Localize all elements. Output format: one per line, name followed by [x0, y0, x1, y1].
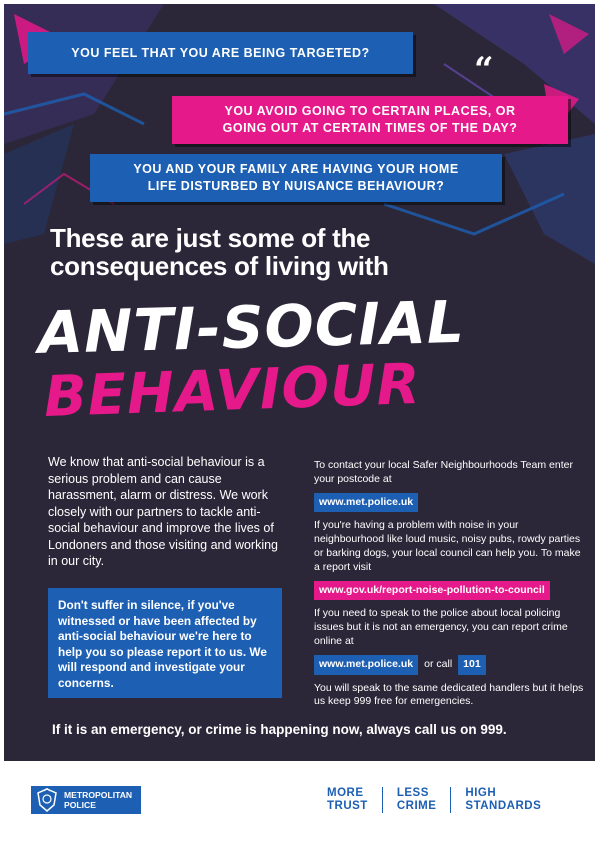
slogan-row [327, 787, 555, 813]
or-call-text: or call [424, 657, 453, 670]
metropolitan-police-logo [31, 786, 141, 814]
contact-paragraph-4: You will speak to the same dedicated handlers but it helps us keep 999 free for emergencies. [314, 681, 584, 708]
question-banner-avoid-places: YOU AVOID GOING TO CERTAIN PLACES, OR GOING OUT AT CERTAIN TIMES OF THE DAY? [172, 96, 568, 144]
poster [4, 4, 595, 761]
intro-paragraph: We know that anti-social behaviour is a serious problem and can cause harassment, alarm or distress. We work closely with our partners to tackle anti-social behaviour and improve the lives of Londoners and those visiting and working in our city. [48, 455, 279, 568]
contact-paragraph-1: To contact your local Safer Neighbourhoods Team enter your postcode at [314, 459, 573, 485]
phone-101[interactable]: 101 [458, 655, 486, 675]
report-callout: Don't suffer in silence, if you've witnessed or have been affected by anti-social behaviour we're here to help you so please report it to us. We will respond and investigate your concerns. [48, 588, 282, 698]
contact-paragraph-2: If you're having a problem with noise in your neighbourhood like loud music, noisy pubs, rowdy parties or barking dogs, your local council can help you. To make a report visit [314, 519, 581, 573]
slogan-less-crime: LESS CRIME [382, 787, 451, 813]
police-crest-icon [34, 787, 60, 813]
logo-text: METROPOLITAN POLICE [64, 790, 133, 810]
slogan-more-trust: MORE TRUST [327, 787, 368, 812]
headline: These are just some of the consequences of living with [50, 223, 389, 281]
met-police-link[interactable]: www.met.police.uk [314, 493, 418, 513]
contact-paragraph-3: If you need to speak to the police about local policing issues but it is not an emergency, you can report crime online at [314, 607, 568, 647]
quote-mark: “ [474, 50, 494, 90]
noise-report-link[interactable]: www.gov.uk/report-noise-pollution-to-council [314, 581, 550, 601]
online-or-call-row [314, 655, 584, 675]
met-police-link-2[interactable]: www.met.police.uk [314, 655, 418, 675]
slogan-high-standards: HIGH STANDARDS [450, 787, 555, 813]
contact-column [314, 459, 584, 715]
question-banner-targeted: YOU FEEL THAT YOU ARE BEING TARGETED? [28, 32, 413, 74]
title-behaviour: BEHAVIOUR [42, 351, 422, 431]
title-anti-social: ANTI-SOCIAL [37, 287, 466, 367]
question-banner-home-life: YOU AND YOUR FAMILY ARE HAVING YOUR HOME LIFE DISTURBED BY NUISANCE BEHAVIOUR? [90, 154, 502, 202]
emergency-message: If it is an emergency, or crime is happening now, always call us on 999. [52, 722, 507, 737]
